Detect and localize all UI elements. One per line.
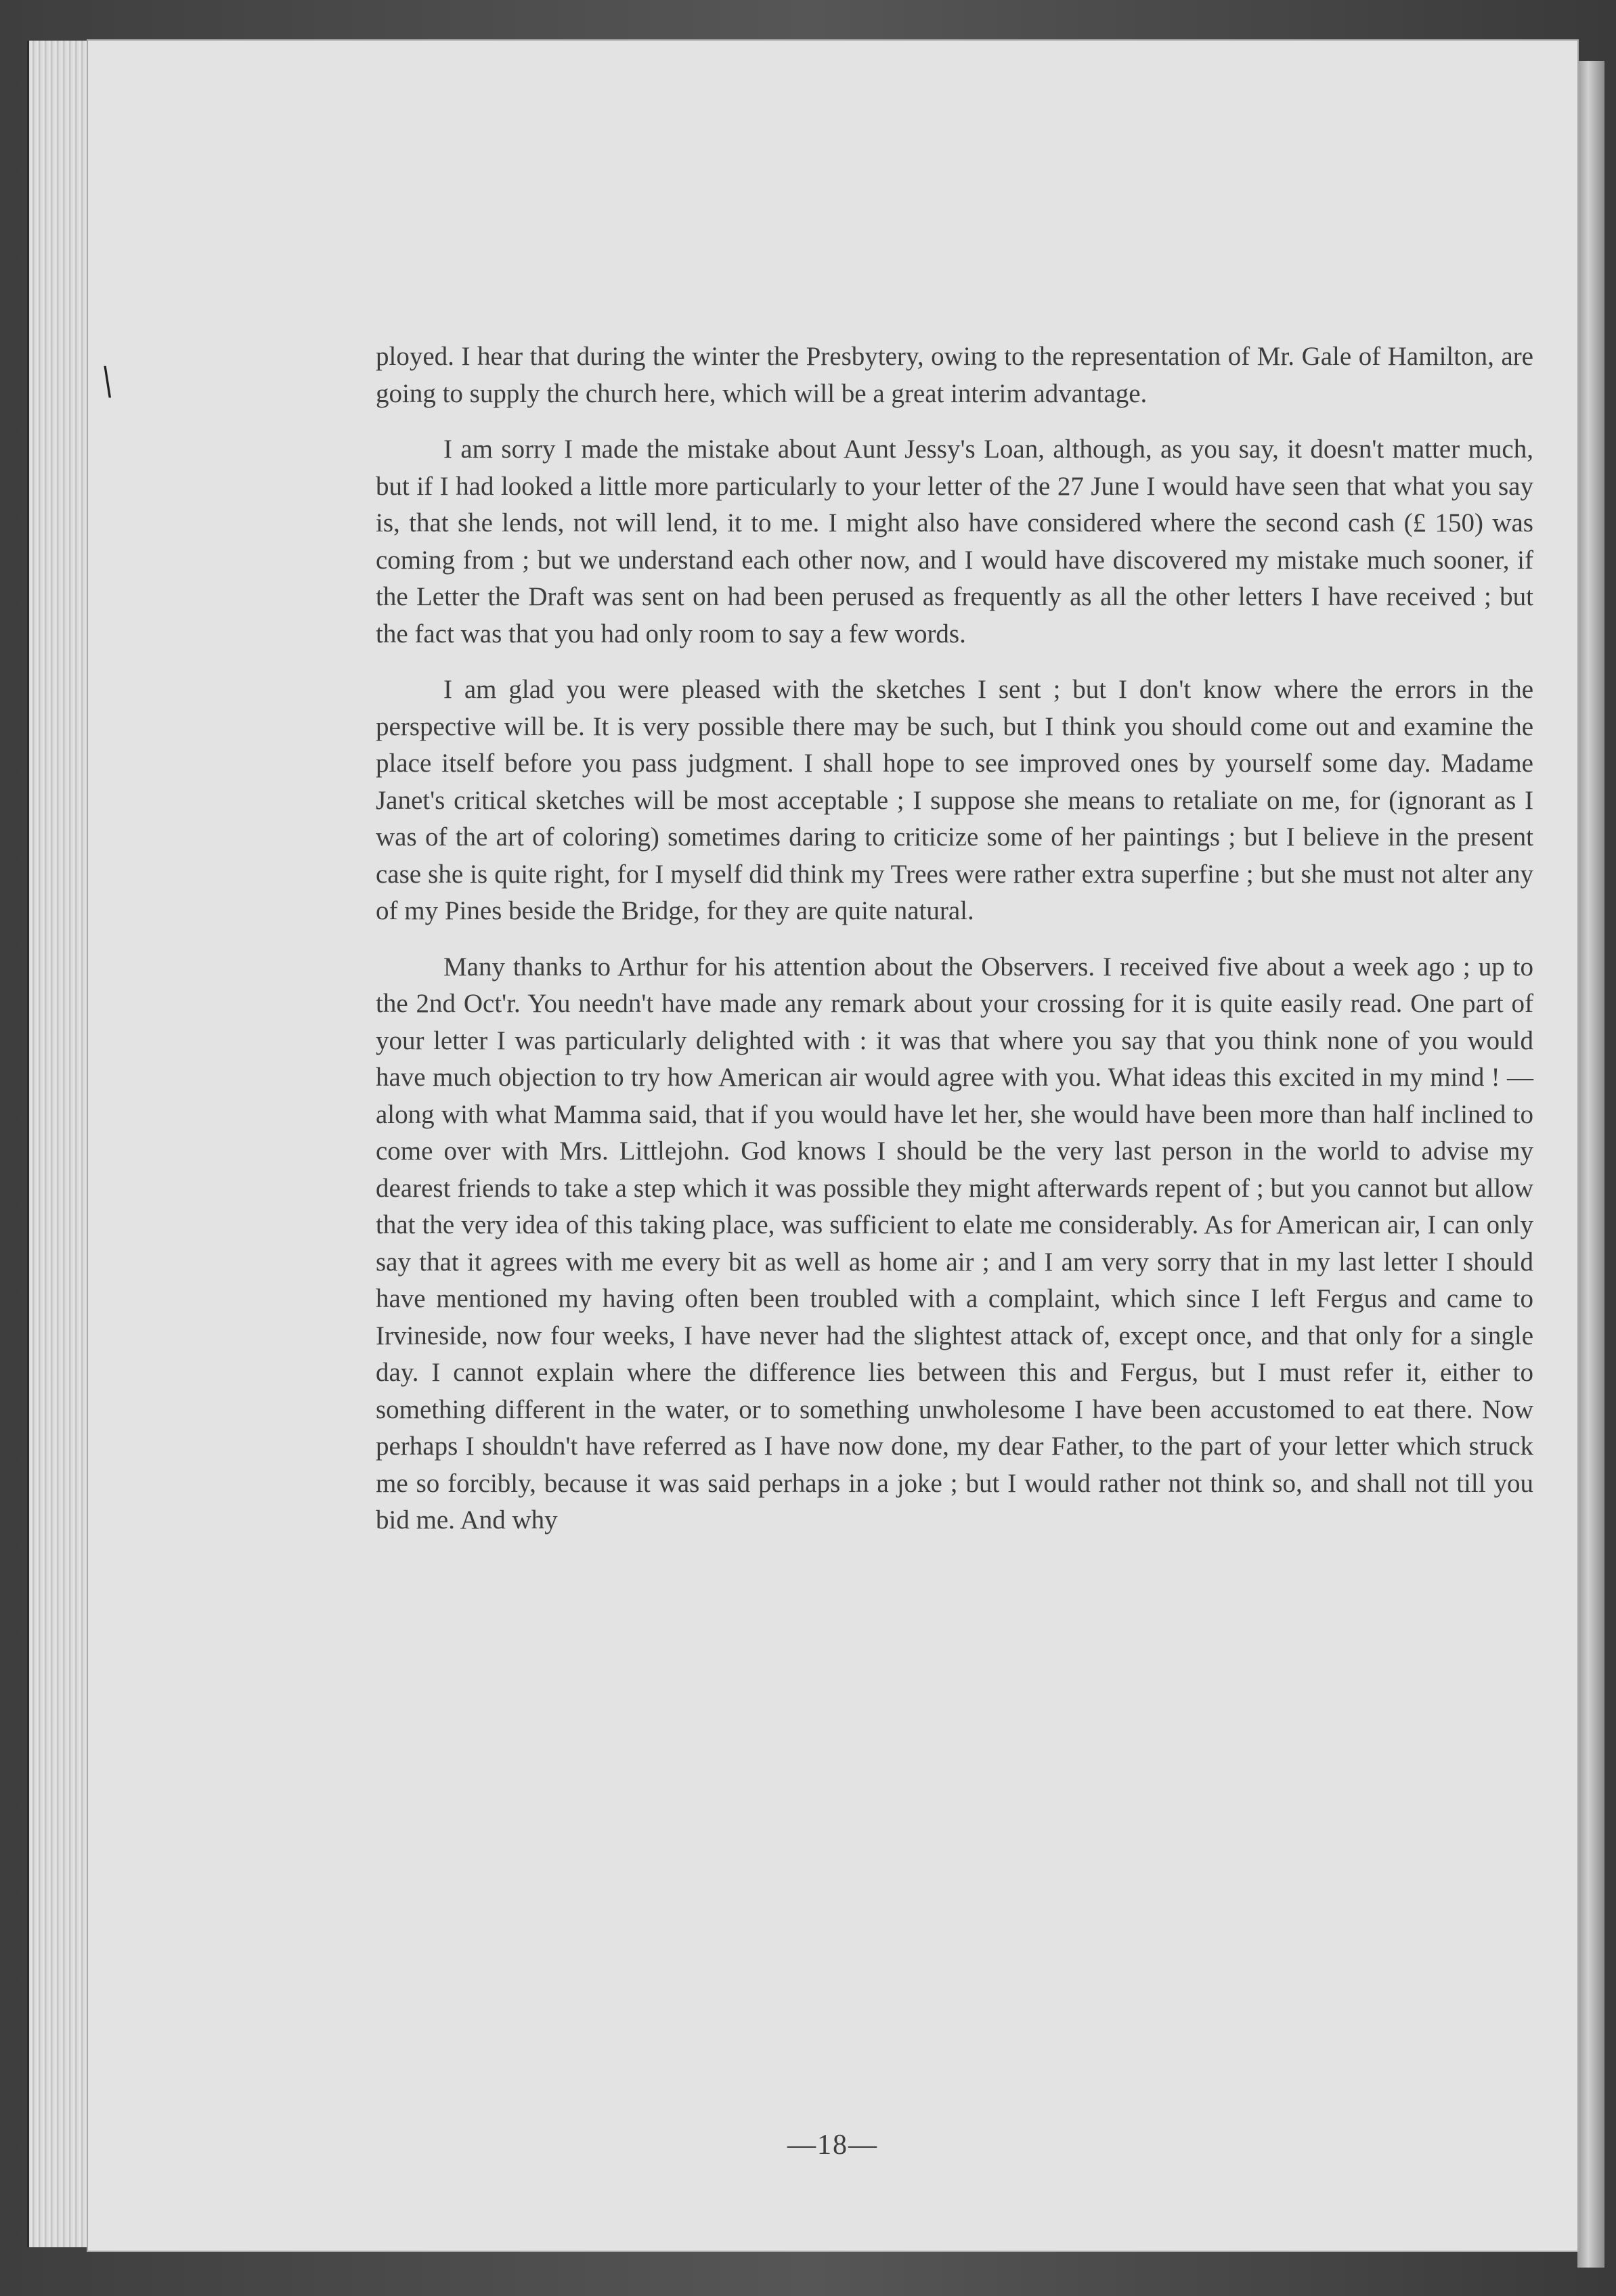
paragraph-1: ployed. I hear that during the winter the Presbytery, owing to the representation of Mr. Gale of Hamilton, are going to supply the church here, which will be a great interim advantage. <box>376 342 1533 408</box>
book-page <box>88 41 1577 2251</box>
book-page-edges <box>27 41 97 2247</box>
book-cover-edge <box>1577 61 1604 2268</box>
letter-body <box>376 338 1533 1539</box>
paragraph-2: I am sorry I made the mistake about Aunt Jessy's Loan, although, as you say, it doesn't matter much, but if I had looked a little more particularly to your letter of the 27 June I would have seen that what you say is, that she lends, not will lend, it to me. I might also have considered where the second cash (£ 150) was coming from ; but we understand each other now, and I would have discovered my mistake much sooner, if the Letter the Draft was sent on had been perused as frequently as all the other letters I have received ; but the fact was that you had only room to say a few words. <box>376 435 1533 648</box>
margin-pencil-mark: \ <box>100 356 114 408</box>
page-number: —18— <box>787 2129 878 2161</box>
paragraph-3: I am glad you were pleased with the sketches I sent ; but I don't know where the errors in the perspective will be. It is very possible there may be such, but I think you should come out and examine the place itself before you pass judgment. I shall hope to see improved ones by yourself some day. Madame Janet's critical sketches will be most acceptable ; I suppose she means to retaliate on me, for (ignorant as I was of the art of coloring) sometimes daring to criticize some of her paintings ; but I believe in the present case she is quite right, for I myself did think my Trees were rather extra superfine ; but she must not alter any of my Pines beside the Bridge, for they are quite natural. <box>376 675 1533 925</box>
paragraph-4: Many thanks to Arthur for his attention about the Observers. I received five about a week ago ; up to the 2nd Oct'r. You needn't have made any remark about your crossing for it is quite easily read. One part of your letter I was particularly delighted with : it was that where you say that you think none of you would have much objection to try how American air would agree with you. What ideas this excited in my mind ! —along with what Mamma said, that if you would have let her, she would have been more than half inclined to come over with Mrs. Littlejohn. God knows I should be the very last person in the world to advise my dearest friends to take a step which it was possible they might afterwards repent of ; but you cannot but allow that the very idea of this taking place, was sufficient to elate me considerably. As for American air, I can only say that it agrees with me every bit as well as home air ; and I am very sorry that in my last letter I should have mentioned my having often been troubled with a complaint, which since I left Fergus and came to Irvineside, now four weeks, I have never had the slightest attack of, except once, and that only for a single day. I cannot explain where the difference lies between this and Fergus, but I must refer it, either to something different in the water, or to something unwholesome I have been accustomed to eat there. Now perhaps I shouldn't have referred as I have now done, my dear Father, to the part of your letter which struck me so forcibly, because it was said perhaps in a joke ; but I would rather not think so, and shall not till you bid me. And why <box>376 952 1533 1535</box>
